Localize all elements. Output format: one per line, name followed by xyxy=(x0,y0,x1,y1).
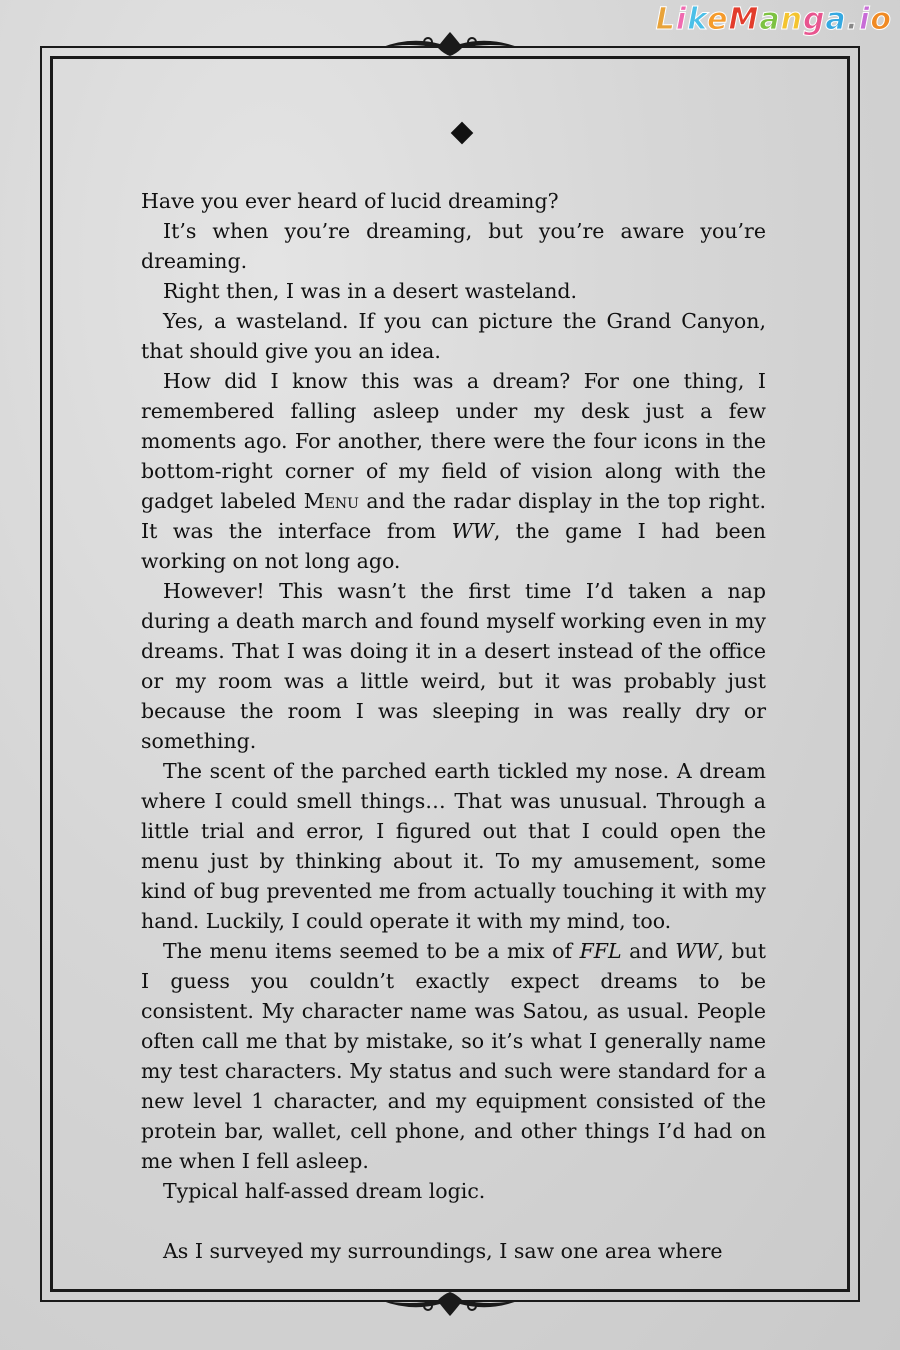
watermark-letter: e xyxy=(707,2,729,37)
paragraph: As I surveyed my surroundings, I saw one area where xyxy=(163,1239,723,1263)
body-text xyxy=(141,186,766,1266)
paragraph: However! This wasn’t the first time I’d taken a nap during a death march and found myself working even in my dreams. That I was doing it in a desert instead of the office or my room was a little weird, but it was probably just because the room I was sleeping in was really dry or something. xyxy=(141,579,766,753)
watermark-letter: i xyxy=(859,2,871,37)
game-title: WW xyxy=(451,519,494,543)
bottom-flourish-ornament xyxy=(370,1290,530,1318)
paragraph: Yes, a wasteland. If you can picture the Grand Canyon, that should give you an idea. xyxy=(141,309,766,363)
paragraph: How did I know this was a dream? For one thing, I remembered falling asleep under my desk just a few moments ago. For another, there were the four icons in the bottom-right corner of my field of vision along with the gadget labeled Menu and the radar display in the top right. It was the interface from WW, the game I had been working on not long ago. xyxy=(141,369,766,573)
watermark-letter: L xyxy=(655,2,676,37)
watermark-letter: M xyxy=(728,2,760,37)
watermark-letter: a xyxy=(759,2,781,37)
watermark-letter: n xyxy=(780,2,803,37)
site-watermark xyxy=(612,2,892,37)
paragraph: Typical half-assed dream logic. xyxy=(163,1179,486,1203)
watermark-letter: . xyxy=(846,2,860,37)
watermark-letter: o xyxy=(870,2,892,37)
top-flourish-ornament xyxy=(370,30,530,58)
game-title: WW xyxy=(675,939,718,963)
game-title: FFL xyxy=(579,939,622,963)
paragraph: It’s when you’re dreaming, but you’re aware you’re dreaming. xyxy=(141,219,766,273)
watermark-letter: a xyxy=(825,2,847,37)
watermark-letter: i xyxy=(675,2,688,37)
watermark-letter: g xyxy=(802,2,826,37)
paragraph: Have you ever heard of lucid dreaming? xyxy=(141,189,559,213)
paragraph: Right then, I was in a desert wasteland. xyxy=(163,279,578,303)
menu-term: Menu xyxy=(303,489,359,513)
paragraph: The scent of the parched earth tickled my nose. A dream where I could smell things… That was unusual. Through a little trial and error, I figured out that I could open the menu just by thinking about it. To my amusement, some kind of bug prevented me from actually touching it with my hand. Luckily, I could operate it with my mind, too. xyxy=(141,759,766,933)
paragraph: The menu items seemed to be a mix of FFL and WW, but I guess you couldn’t exactly expect dreams to be consistent. My character name was Satou, as usual. People often call me that by mistake, so it’s what I generally name my test characters. My status and such were standard for a new level 1 character, and my equipment consisted of the protein bar, wallet, cell phone, and other things I’d had on me when I fell asleep. xyxy=(141,939,766,1173)
watermark-letter: k xyxy=(687,2,708,37)
